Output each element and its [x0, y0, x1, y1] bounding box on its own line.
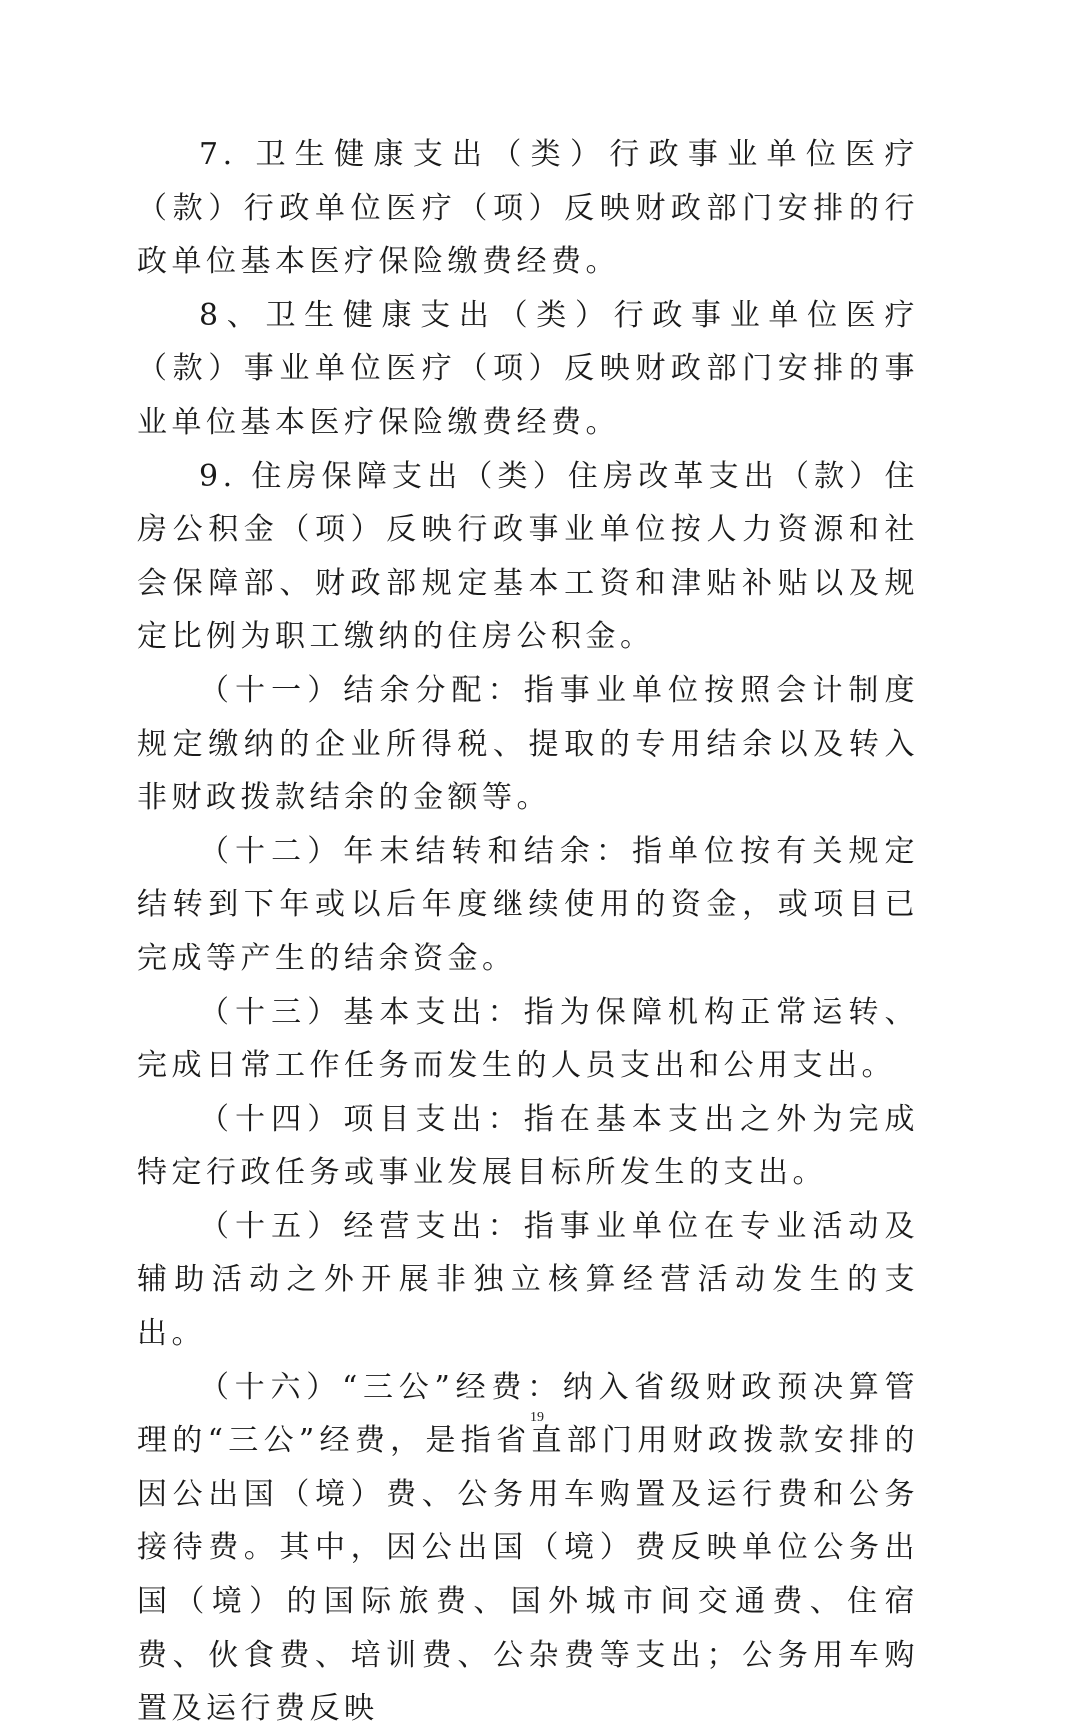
page-number: 19 — [530, 1410, 544, 1425]
paragraph-section-14: （十四）项目支出：指在基本支出之外为完成特定行政任务或事业发展目标所发生的支出。 — [137, 1101, 919, 1191]
paragraph-section-16: （十六）“三公”经费：纳入省级财政预决算管理的“三公”经费，是指省直部门用财政拨款安排的因公出国（境）费、公务用车购置及运行费和公务接待费。其中，因公出国（境）费反映单位公务出国（境）的国际旅费、国外城市间交通费、住宿费、伙食费、培训费、公杂费等支出；公务用车购置及运行费反映 — [137, 1369, 919, 1727]
paragraph-item-9: 9. 住房保障支出（类）住房改革支出（款）住房公积金（项）反映行政事业单位按人力资源和社会保障部、财政部规定基本工资和津贴补贴以及规定比例为职工缴纳的住房公积金。 — [137, 458, 919, 655]
body-text — [137, 128, 919, 1736]
paragraph-item-8: 8、卫生健康支出（类）行政事业单位医疗（款）事业单位医疗（项）反映财政部门安排的事业单位基本医疗保险缴费经费。 — [137, 297, 919, 440]
paragraph-section-11: （十一）结余分配：指事业单位按照会计制度规定缴纳的企业所得税、提取的专用结余以及转入非财政拨款结余的金额等。 — [137, 672, 919, 816]
paragraph-section-12: （十二）年末结转和结余：指单位按有关规定结转到下年或以后年度继续使用的资金，或项目已完成等产生的结余资金。 — [137, 833, 919, 976]
paragraph-section-13: （十三）基本支出：指为保障机构正常运转、完成日常工作任务而发生的人员支出和公用支出。 — [137, 994, 919, 1084]
paragraph-section-15: （十五）经营支出：指事业单位在专业活动及辅助活动之外开展非独立核算经营活动发生的支出。 — [137, 1208, 919, 1352]
paragraph-item-7: 7. 卫生健康支出（类）行政事业单位医疗（款）行政单位医疗（项）反映财政部门安排的行政单位基本医疗保险缴费经费。 — [137, 137, 919, 280]
